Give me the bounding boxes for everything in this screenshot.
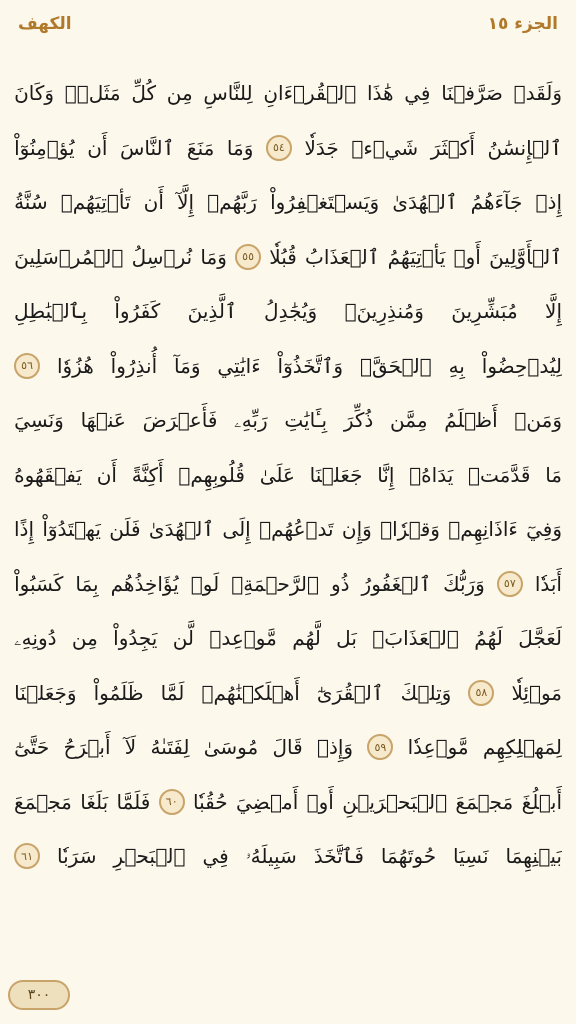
verse-word: وَمَآ	[174, 353, 201, 378]
verse-word: مَثَلٖۚ	[64, 81, 121, 106]
page-header	[0, 6, 576, 40]
verse-word: ٱلۡعَذَابَۚ	[372, 626, 459, 651]
verse-word: بِٱلۡبَٰطِلِ	[14, 299, 88, 324]
verse-word: مِن	[166, 81, 193, 106]
verse-word: يَدَاهُۚ	[409, 462, 454, 487]
verse-word: وَمُنذِرِينَۚ	[344, 299, 424, 324]
surah-name: الكهف	[18, 14, 72, 34]
page-number: ٣٠٠	[27, 987, 51, 1003]
verse-word: حُوتَهُمَا	[380, 844, 437, 869]
verse-word: قَالَ	[272, 735, 303, 760]
verse-line	[14, 393, 562, 448]
verse-word: ٱلنَّاسَ	[120, 135, 175, 160]
verse-word: مِمَّن	[390, 408, 428, 433]
ayah-number-marker: ٥٧	[497, 571, 523, 597]
verse-word: مَّوۡعِدٞ	[209, 626, 277, 651]
verse-word: جَدَلٗا	[304, 135, 339, 160]
verse-line	[14, 720, 562, 775]
verse-word: حُقُبٗا	[193, 789, 228, 814]
verse-line	[14, 557, 562, 612]
verse-word: وَيَسۡتَغۡفِرُواْ	[270, 190, 380, 215]
verse-word: ٱلۡقُرۡءَانِ	[263, 81, 357, 106]
verse-word: فَلَمَّا	[116, 789, 151, 814]
verse-word: تَأۡتِيَهُمۡ	[60, 190, 131, 215]
verse-word: أُنذِرُواْ	[110, 353, 158, 378]
ayah-number-marker: ٦١	[14, 843, 40, 869]
verse-word: لِمَهۡلِكِهِم	[482, 735, 562, 760]
verse-word: وَمَنۡ	[514, 408, 562, 433]
verse-word: مِن	[71, 626, 98, 651]
verse-word: قُلُوبِهِمۡ	[178, 462, 245, 487]
verse-word: هُزُوٗا	[56, 353, 94, 378]
verse-word: كَفَرُواْ	[114, 299, 161, 324]
verse-word: أَبۡلُغَ	[521, 789, 562, 814]
verse-word: ذُو	[330, 571, 350, 596]
verse-word: وَكَانَ	[14, 81, 55, 106]
verse-word: وَيُجَٰدِلُ	[264, 299, 318, 324]
verse-word: ٱلۡإِنسَٰنُ	[487, 135, 562, 160]
verse-word: أَوۡ	[453, 244, 481, 269]
ayah-number-marker: ٦٠	[159, 789, 185, 815]
verse-word: سَبِيلَهُۥ	[245, 844, 297, 869]
verse-word: رَبِّهِۦ	[234, 408, 268, 433]
verse-word: وَٱتَّخَذُوٓاْ	[277, 353, 344, 378]
verse-word: نَسِيَا	[453, 844, 489, 869]
verse-word: أَبَدٗا	[534, 571, 562, 596]
verse-word: ءَاذَانِهِمۡ	[448, 517, 518, 542]
verse-word: إِلَّآ	[177, 190, 195, 215]
verse-line	[14, 175, 562, 230]
verse-word: هَٰذَا	[366, 81, 394, 106]
verse-word: لَّن	[172, 626, 195, 651]
verse-word: بِمَا	[75, 571, 99, 596]
verse-line	[14, 829, 562, 884]
verse-word: مُوسَىٰ	[203, 735, 259, 760]
verse-word: فِي	[404, 81, 431, 106]
verse-word: عَنۡهَا	[80, 408, 126, 433]
verse-word: أَن	[143, 190, 164, 215]
verse-line	[14, 230, 562, 285]
verse-word: ٱلۡهُدَىٰ	[392, 190, 458, 215]
verse-word: ٱلۡقُرَىٰٓ	[316, 680, 384, 705]
verse-word: مَجۡمَعَ	[455, 789, 514, 814]
page-number-badge	[8, 980, 70, 1010]
verse-word: إِذًا	[14, 517, 35, 542]
verse-word: صَرَّفۡنَا	[441, 81, 503, 106]
verse-word: إِلَّا	[545, 299, 562, 324]
verse-word: يَفۡقَهُوهُ	[14, 462, 82, 487]
verse-word: وَإِذۡ	[316, 735, 354, 760]
verse-word: بِـَٔايَٰتِ	[284, 408, 328, 433]
verse-word: أَظۡلَمُ	[444, 408, 498, 433]
verse-word: يُؤۡمِنُوٓاْ	[14, 135, 75, 160]
verse-word: لَآ	[124, 735, 137, 760]
verse-word: أَن	[87, 135, 108, 160]
verse-word: ٱلۡعَذَابُ	[305, 244, 380, 269]
verse-word: لَعَجَّلَ	[518, 626, 562, 651]
ayah-number-marker: ٥٨	[468, 680, 494, 706]
verse-word: لَوۡ	[190, 571, 220, 596]
verse-word: أَن	[96, 462, 117, 487]
verse-word: مَوۡئِلٗا	[511, 680, 562, 705]
verse-word: إِنَّا	[377, 462, 395, 487]
verse-word: سُنَّةُ	[14, 190, 48, 215]
verse-word: أَبۡرَحُ	[63, 735, 111, 760]
verse-word: ظَلَمُواْ	[93, 680, 144, 705]
verse-word: كَسَبُواْ	[14, 571, 64, 596]
verse-word: فَٱتَّخَذَ	[313, 844, 364, 869]
verse-line	[14, 121, 562, 176]
verse-word: مَنَعَ	[186, 135, 215, 160]
ayah-number-marker: ٥٦	[14, 353, 40, 379]
verse-word: ٱلۡبَحۡرِ	[113, 844, 186, 869]
verse-word: فِي	[202, 844, 229, 869]
verse-word: لَّهُم	[292, 626, 321, 651]
verse-word: إِلَى	[222, 517, 251, 542]
verse-word: قُبُلٗا	[269, 244, 297, 269]
verse-word: مَجۡمَعَ	[14, 789, 72, 814]
verse-word: ٱلۡحَقَّۖ	[359, 353, 432, 378]
verse-word: وَمَا	[226, 135, 254, 160]
verse-word: مُبَشِّرِينَ	[451, 299, 518, 324]
verse-word: أَهۡلَكۡنَٰهُمۡ	[201, 680, 300, 705]
verse-word: ٱلۡغَفُورُ	[361, 571, 432, 596]
verse-word: بَيۡنِهِمَا	[505, 844, 562, 869]
verse-word: نُرۡسِلُ	[131, 244, 193, 269]
quran-text-block	[14, 66, 562, 884]
verse-line	[14, 339, 562, 394]
ayah-number-marker: ٥٥	[235, 244, 261, 270]
verse-word: لِيُدۡحِضُواْ	[481, 353, 562, 378]
verse-word: وَرَبُّكَ	[443, 571, 485, 596]
verse-word: بَل	[336, 626, 357, 651]
verse-word: وَتِلۡكَ	[400, 680, 452, 705]
verse-word: ٱلۡمُرۡسَلِينَ	[14, 244, 124, 269]
verse-word: يَأۡتِيَهُمُ	[387, 244, 446, 269]
verse-word: بَلَغَا	[80, 789, 109, 814]
verse-word: رَبَّهُمۡ	[207, 190, 257, 215]
verse-word: ٱلَّذِينَ	[187, 299, 237, 324]
verse-word: إِذۡ	[535, 190, 562, 215]
verse-word: يُؤَاخِذُهُم	[110, 571, 179, 596]
verse-line	[14, 775, 562, 830]
verse-word: يَجِدُواْ	[113, 626, 158, 651]
verse-word: وَلَقَدۡ	[513, 81, 562, 106]
verse-word: فَلَن	[109, 517, 141, 542]
verse-word: أَوۡ	[306, 789, 334, 814]
verse-word: وَجَعَلۡنَا	[14, 680, 77, 705]
verse-line	[14, 666, 562, 721]
verse-word: حَتَّىٰٓ	[14, 735, 50, 760]
verse-word: ءَايَٰتِي	[217, 353, 261, 378]
verse-word: ٱلۡهُدَىٰ	[148, 517, 215, 542]
verse-word: شَيۡءٖ	[351, 135, 419, 160]
verse-word: قَدَّمَتۡ	[468, 462, 531, 487]
verse-word: أَكِنَّةً	[131, 462, 164, 487]
ayah-number-marker: ٥٤	[266, 135, 292, 161]
juz-label: الجزء ١٥	[487, 14, 558, 34]
verse-word: لِلنَّاسِ	[203, 81, 253, 106]
verse-word: أَمۡضِيَ	[236, 789, 299, 814]
verse-line	[14, 284, 562, 339]
verse-word: مَّوۡعِدٗا	[407, 735, 469, 760]
verse-line	[14, 611, 562, 666]
verse-word: عَلَىٰ	[259, 462, 295, 487]
verse-word: دُونِهِۦ	[14, 626, 57, 651]
verse-word: وَمَا	[200, 244, 227, 269]
verse-word: أَكۡثَرَ	[430, 135, 475, 160]
ayah-number-marker: ٥٩	[367, 734, 393, 760]
verse-word: جَعَلۡنَا	[309, 462, 363, 487]
verse-word: لَمَّا	[160, 680, 185, 705]
verse-line	[14, 66, 562, 121]
verse-word: ٱلۡأَوَّلِينَ	[489, 244, 562, 269]
verse-word: جَآءَهُمُ	[470, 190, 523, 215]
verse-word: ٱلرَّحۡمَةِۖ	[231, 571, 319, 596]
verse-word: لَهُمُ	[474, 626, 503, 651]
verse-word: لِفَتَىٰهُ	[150, 735, 190, 760]
verse-line	[14, 502, 562, 557]
verse-word: تَدۡعُهُمۡ	[259, 517, 334, 542]
verse-word: وَفِيٓ	[526, 517, 562, 542]
verse-word: بِهِ	[448, 353, 465, 378]
verse-word: وَقۡرٗاۖ	[380, 517, 440, 542]
verse-line	[14, 448, 562, 503]
verse-word: سَرَبٗا	[57, 844, 97, 869]
verse-word: ٱلۡبَحۡرَيۡنِ	[342, 789, 448, 814]
verse-word: وَنَسِيَ	[14, 408, 64, 433]
verse-word: وَإِن	[341, 517, 372, 542]
verse-word: مَا	[545, 462, 562, 487]
verse-word: يَهۡتَدُوٓاْ	[42, 517, 101, 542]
verse-word: ذُكِّرَ	[343, 408, 374, 433]
verse-word: كُلِّ	[131, 81, 157, 106]
verse-word: فَأَعۡرَضَ	[142, 408, 218, 433]
